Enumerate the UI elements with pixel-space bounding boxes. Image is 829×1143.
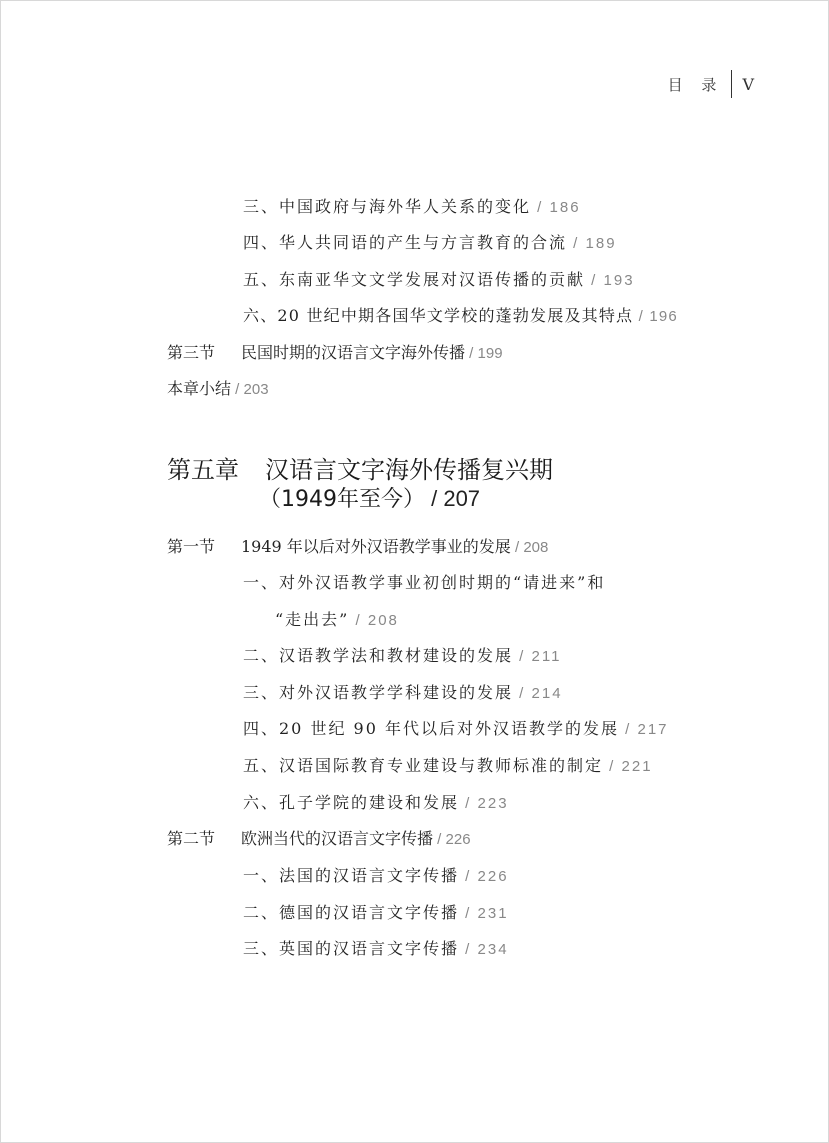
header-title: 目 录	[667, 75, 724, 94]
section-label: 第三节	[167, 343, 216, 362]
chapter-subheading	[259, 483, 480, 516]
section-title: 民国时期的汉语言文字海外传播	[241, 343, 466, 362]
toc-entry-text: 二、德国的汉语言文字传播	[243, 903, 460, 922]
toc-entry-page: / 196	[633, 308, 678, 325]
toc-entry[interactable]	[243, 866, 509, 887]
toc-entry-page: / 221	[603, 758, 653, 775]
toc-entry-text: 五、东南亚华文文学发展对汉语传播的贡献	[243, 270, 586, 289]
toc-entry-text: 一、法国的汉语言文字传播	[243, 866, 460, 885]
toc-entry-text: 一、对外汉语教学事业初创时期的“请进来”和	[243, 573, 606, 592]
toc-entry[interactable]	[243, 646, 561, 667]
section-title: 欧洲当代的汉语言文字传播	[241, 829, 434, 848]
toc-entry[interactable]	[243, 197, 581, 218]
toc-entry-page: / 208	[349, 612, 399, 629]
toc-entry[interactable]	[243, 270, 635, 291]
toc-entry-text: “走出去”	[275, 610, 350, 629]
section-label: 第一节	[167, 537, 216, 556]
toc-entry-text: 三、对外汉语教学学科建设的发展	[243, 683, 514, 702]
toc-entry-page: / 231	[459, 905, 509, 922]
section-label: 第二节	[167, 829, 216, 848]
toc-entry-text: 四、20 世纪 90 年代以后对外汉语教学的发展	[243, 719, 619, 738]
header-page-number: V	[742, 74, 754, 94]
toc-entry-text: 五、汉语国际教育专业建设与教师标准的制定	[243, 756, 604, 775]
toc-entry[interactable]	[243, 306, 678, 327]
toc-entry-text: 四、华人共同语的产生与方言教育的合流	[243, 233, 568, 252]
toc-entry-page: / 214	[513, 685, 563, 702]
section-page: / 226	[433, 831, 471, 848]
toc-entry[interactable]	[243, 233, 617, 254]
toc-entry-page: / 211	[513, 648, 562, 665]
toc-entry-page: / 234	[459, 941, 509, 958]
header-divider	[731, 70, 732, 98]
toc-entry[interactable]	[243, 793, 509, 814]
toc-entry-text: 六、孔子学院的建设和发展	[243, 793, 460, 812]
toc-entry-text: 三、英国的汉语言文字传播	[243, 939, 460, 958]
toc-entry-page: / 226	[459, 868, 509, 885]
toc-entry-page: / 217	[618, 721, 669, 738]
toc-entry-continuation[interactable]	[275, 610, 399, 631]
chapter-label: 第五章	[167, 456, 239, 484]
toc-entry[interactable]	[243, 903, 509, 924]
toc-entry[interactable]	[243, 573, 605, 593]
section-title: 1949 年以后对外汉语教学事业的发展	[241, 537, 511, 556]
toc-section-2[interactable]	[167, 829, 471, 850]
toc-entry[interactable]	[243, 939, 509, 960]
toc-entry[interactable]	[243, 756, 653, 777]
toc-entry-page: / 189	[567, 235, 617, 252]
summary-page: / 203	[231, 381, 269, 398]
toc-chapter-summary[interactable]	[167, 379, 269, 400]
section-page: / 199	[465, 345, 503, 362]
summary-title: 本章小结	[167, 379, 232, 398]
toc-entry-page: / 223	[459, 795, 509, 812]
toc-entry-text: 六、20 世纪中期各国华文学校的蓬勃发展及其特点	[243, 306, 634, 325]
toc-entry-page: / 193	[585, 272, 635, 289]
toc-section-1[interactable]	[167, 537, 548, 558]
chapter-heading[interactable]	[167, 453, 553, 487]
toc-entry-page: / 186	[531, 199, 581, 216]
toc-entry[interactable]	[243, 683, 563, 704]
toc-entry-text: 三、中国政府与海外华人关系的变化	[243, 197, 532, 216]
chapter-subtitle: （1949年至今）	[259, 487, 425, 512]
toc-entry-text: 二、汉语教学法和教材建设的发展	[243, 646, 514, 665]
toc-section-3[interactable]	[167, 343, 503, 364]
toc-entry[interactable]	[243, 719, 669, 740]
section-page: / 208	[510, 539, 549, 556]
chapter-title: 汉语言文字海外传播复兴期	[265, 456, 553, 484]
chapter-page: / 207	[425, 486, 481, 511]
running-header	[668, 71, 754, 97]
